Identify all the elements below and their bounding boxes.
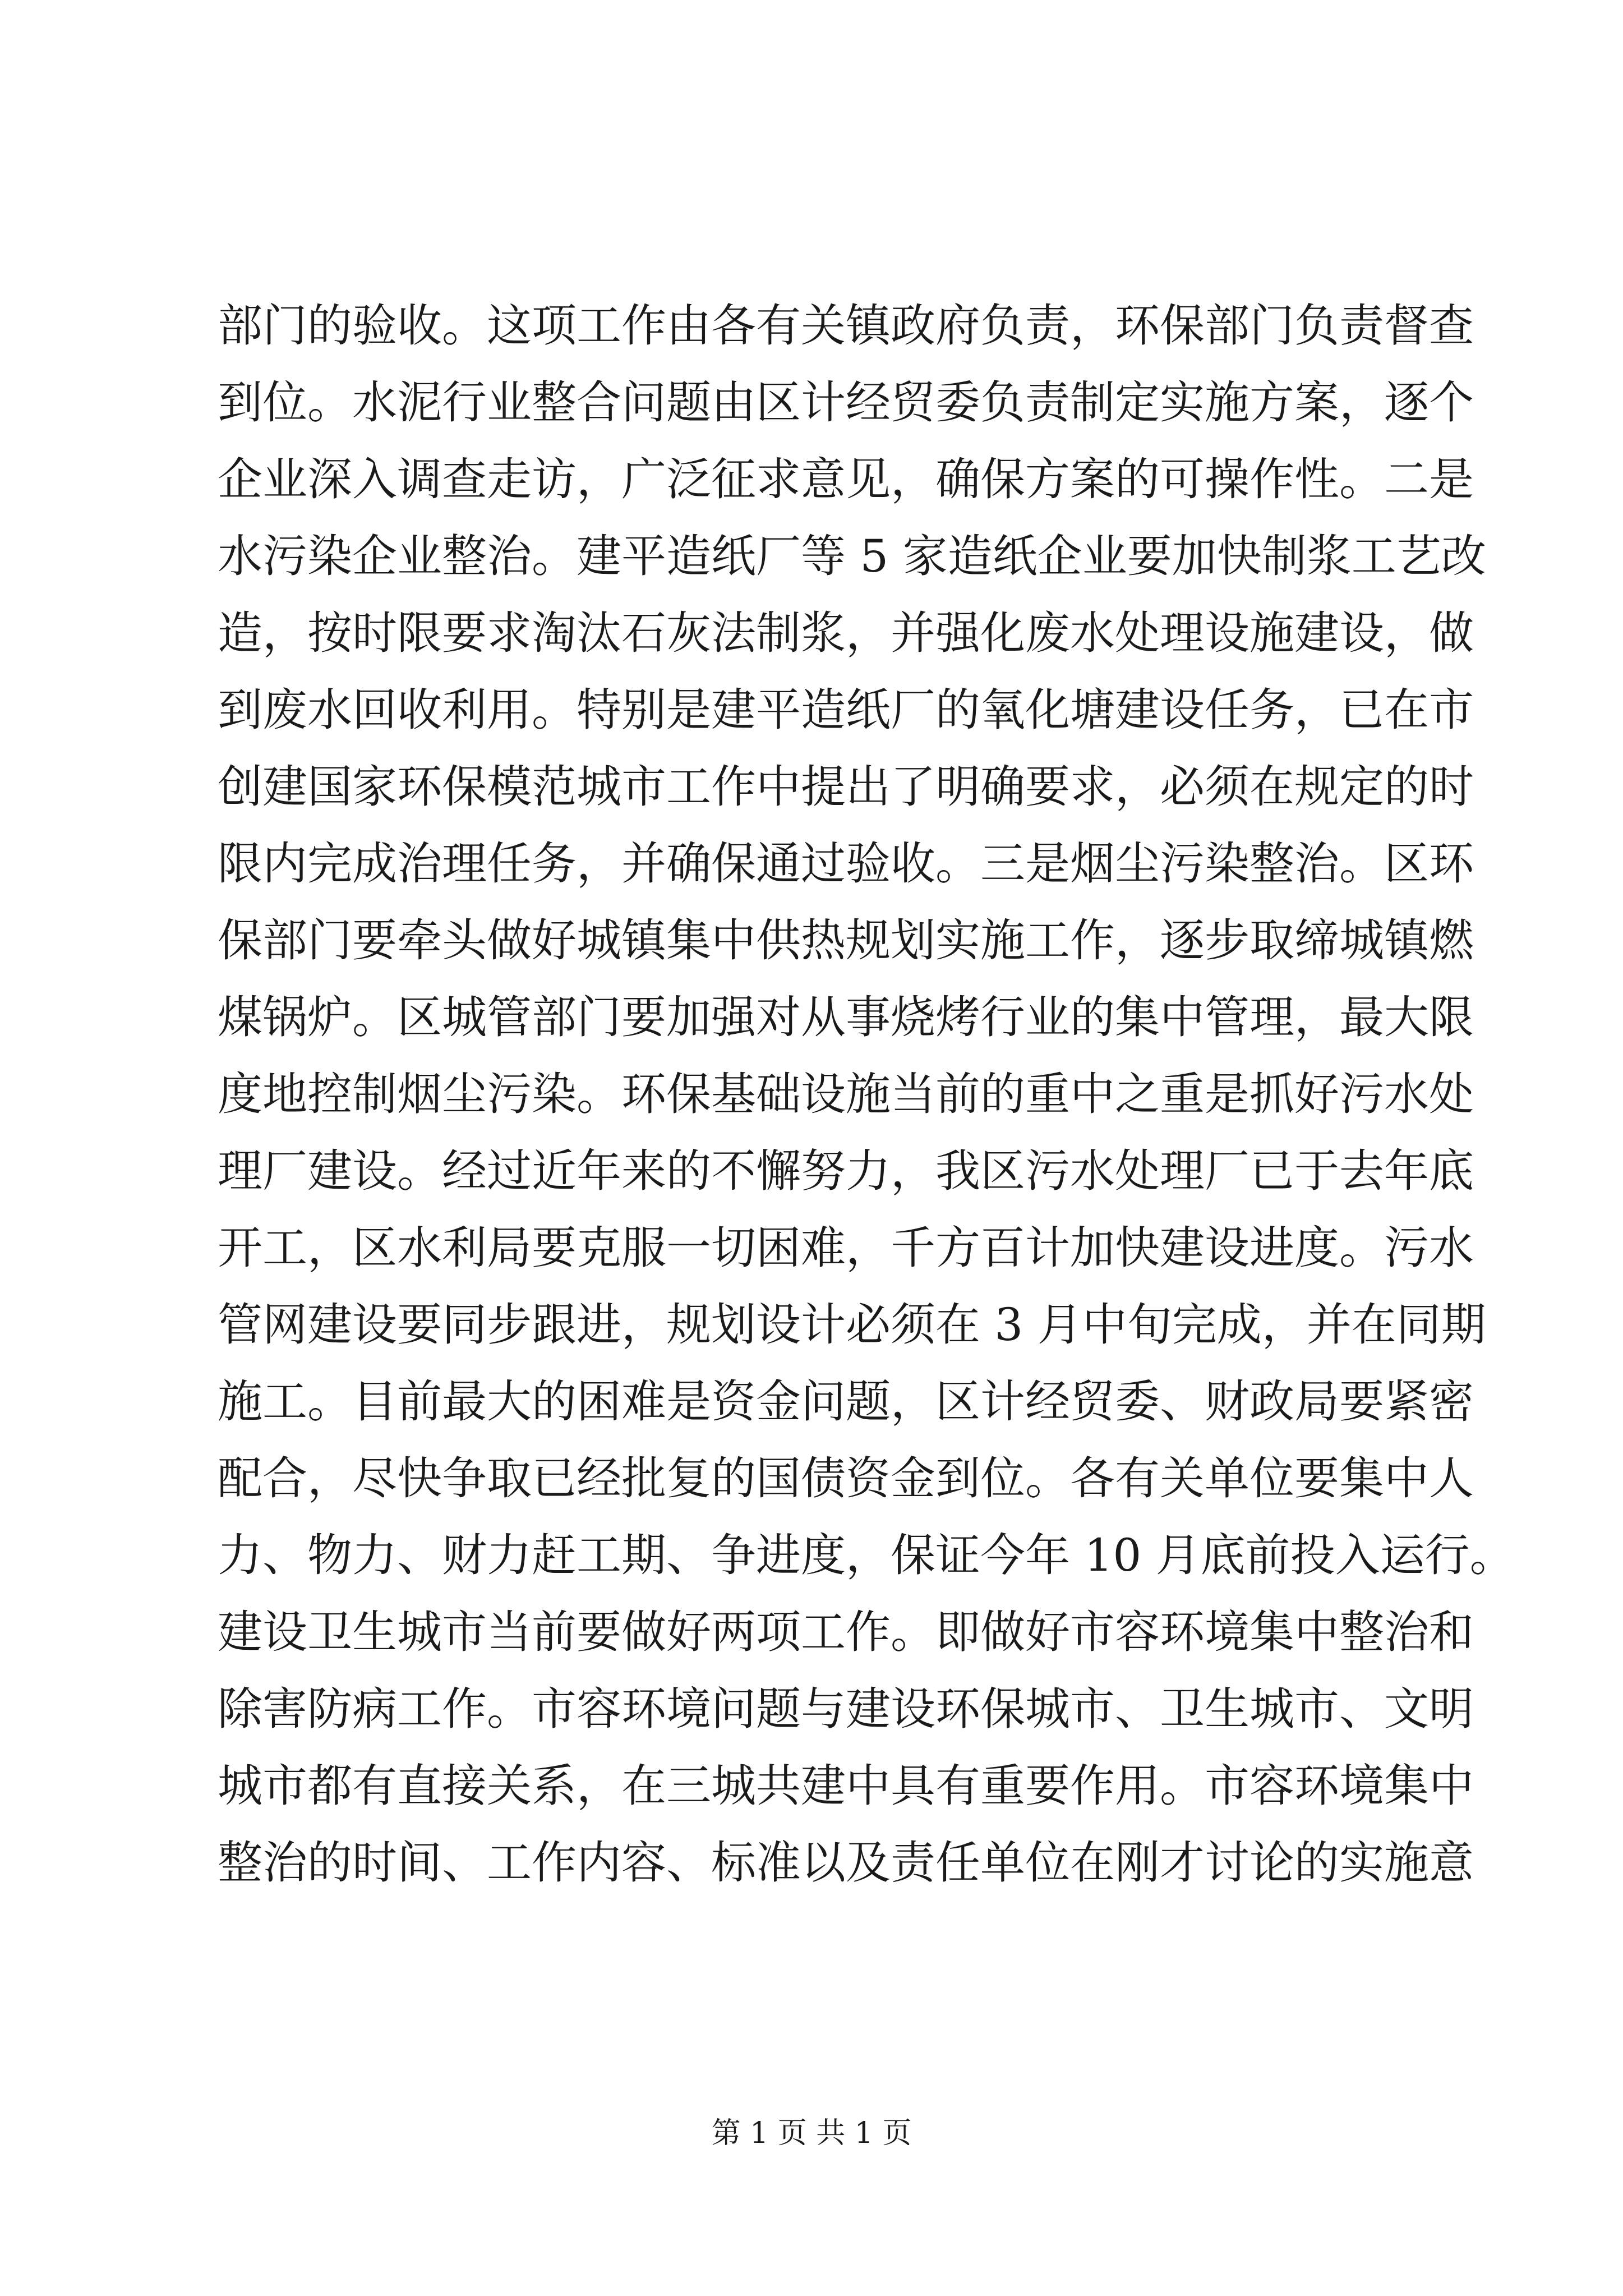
- text-line: 到位。水泥行业整合问题由区计经贸委负责制定实施方案，逐个: [218, 376, 1474, 429]
- text-line: 度地控制烟尘污染。环保基础设施当前的重中之重是抓好污水处: [218, 1068, 1474, 1120]
- text-line: 煤锅炉。区城管部门要加强对从事烧烤行业的集中管理，最大限: [218, 991, 1474, 1043]
- text-line: 部门的验收。这项工作由各有关镇政府负责，环保部门负责督查: [218, 300, 1474, 352]
- text-line: 城市都有直接关系，在三城共建中具有重要作用。市容环境集中: [218, 1760, 1474, 1812]
- text-line: 造，按时限要求淘汰石灰法制浆，并强化废水处理设施建设，做: [218, 607, 1474, 659]
- body-text: [218, 287, 1515, 1901]
- text-line: 管网建设要同步跟进，规划设计必须在 3 月中旬完成，并在同期: [218, 1299, 1486, 1351]
- text-line: 到废水回收利用。特别是建平造纸厂的氧化塘建设任务，已在市: [218, 684, 1474, 736]
- text-line: 配合，尽快争取已经批复的国债资金到位。各有关单位要集中人: [218, 1452, 1474, 1504]
- page-number-label: 第 1 页 共 1 页: [711, 2116, 912, 2150]
- text-line: 限内完成治理任务，并确保通过验收。三是烟尘污染整治。区环: [218, 838, 1474, 890]
- text-line: 企业深入调查走访，广泛征求意见，确保方案的可操作性。二是: [218, 453, 1474, 505]
- text-line: 建设卫生城市当前要做好两项工作。即做好市容环境集中整治和: [218, 1606, 1474, 1658]
- text-line: 保部门要牵头做好城镇集中供热规划实施工作，逐步取缔城镇燃: [218, 914, 1474, 967]
- text-line: 整治的时间、工作内容、标准以及责任单位在刚才讨论的实施意: [218, 1837, 1474, 1889]
- text-line: 水污染企业整治。建平造纸厂等 5 家造纸企业要加快制浆工艺改: [218, 530, 1486, 582]
- text-line: 力、物力、财力赶工期、争进度，保证今年 10 月底前投入运行。: [218, 1529, 1515, 1581]
- page-footer: [0, 2109, 1623, 2151]
- text-line: 开工，区水利局要克服一切困难，千方百计加快建设进度。污水: [218, 1222, 1474, 1274]
- text-line: 除害防病工作。市容环境问题与建设环保城市、卫生城市、文明: [218, 1683, 1474, 1735]
- text-line: 理厂建设。经过近年来的不懈努力，我区污水处理厂已于去年底: [218, 1145, 1474, 1197]
- text-line: 施工。目前最大的困难是资金问题，区计经贸委、财政局要紧密: [218, 1375, 1474, 1428]
- text-line: 创建国家环保模范城市工作中提出了明确要求，必须在规定的时: [218, 761, 1474, 813]
